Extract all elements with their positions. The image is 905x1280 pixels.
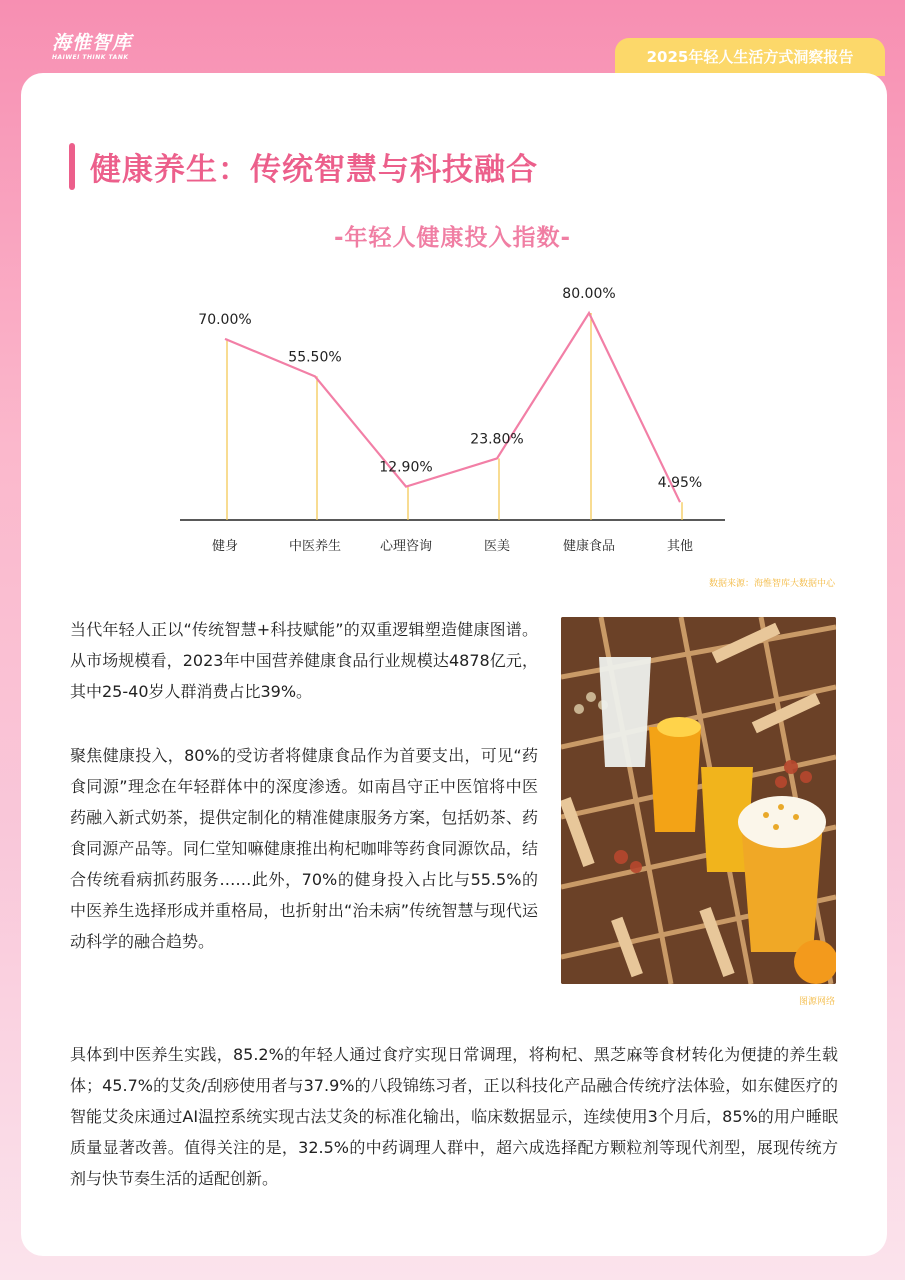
paragraph-market-size: 当代年轻人正以“传统智慧+科技赋能”的双重逻辑塑造健康图谱。从市场规模看，2023年中国营养健康食品行业规模达4878亿元，其中25-40岁人群消费占比39%。: [70, 620, 538, 701]
category-label: 健身: [211, 539, 239, 554]
data-label: 70.00%: [198, 311, 252, 328]
category-label: 心理咨询: [379, 539, 433, 554]
herbal-tea-photo: [561, 617, 836, 984]
chart-source: 数据来源：海惟智库大数据中心: [708, 579, 835, 589]
data-label: 12.90%: [379, 459, 433, 476]
logo-text: 海惟智库: [52, 32, 133, 54]
logo-subtext: HAIWEI THINK TANK: [52, 54, 129, 61]
report-title-tag: 2025年轻人生活方式洞察报告: [615, 38, 885, 76]
health-investment-chart: [0, 0, 905, 600]
data-label: 4.95%: [657, 475, 703, 492]
category-label: 中医养生: [288, 539, 342, 554]
data-label: 55.50%: [288, 349, 342, 366]
category-label: 健康食品: [562, 539, 616, 554]
data-label: 80.00%: [562, 286, 616, 302]
category-label: 其他: [666, 539, 694, 554]
chart-title: -年轻人健康投入指数-: [333, 225, 572, 251]
paragraph-tcm-practice: 具体到中医养生实践，85.2%的年轻人通过食疗实现日常调理，将枸杞、黑芝麻等食材转化为便捷的养生载体；45.7%的艾灸/刮痧使用者与37.9%的八段锦练习者，正以科技化产品融合传统疗法体验，如东健医疗的智能艾灸床通过AI温控系统实现古法艾灸的标准化输出，临床数据显示，连续使用3个月后，85%的用户睡眠质量显著改善。值得关注的是，32.5%的中药调理人群中，超六成选择配方颗粒剂等现代剂型，展现传统方剂与快节奏生活的适配创新。: [70, 1045, 838, 1188]
paragraph-health-investment: 聚焦健康投入，80%的受访者将健康食品作为首要支出，可见“药食同源”理念在年轻群体中的深度渗透。如南昌守正中医馆将中医药融入新式奶茶，提供定制化的精准健康服务方案，包括奶茶、药食同源产品等。同仁堂知嘛健康推出枸杞咖啡等药食同源饮品，结合传统看病抓药服务……此外，70%的健身投入占比与55.5%的中医养生选择形成并重格局，也折射出“治未病”传统智慧与现代运动科学的融合趋势。: [70, 746, 538, 951]
data-label: 23.80%: [470, 431, 524, 448]
photo-credit: 图源网络: [798, 997, 835, 1007]
page-title: 健康养生：传统智慧与科技融合: [90, 152, 538, 188]
herbal-tea-illustration: [561, 617, 836, 984]
series-line: [225, 313, 680, 502]
category-label: 医美: [483, 539, 511, 554]
